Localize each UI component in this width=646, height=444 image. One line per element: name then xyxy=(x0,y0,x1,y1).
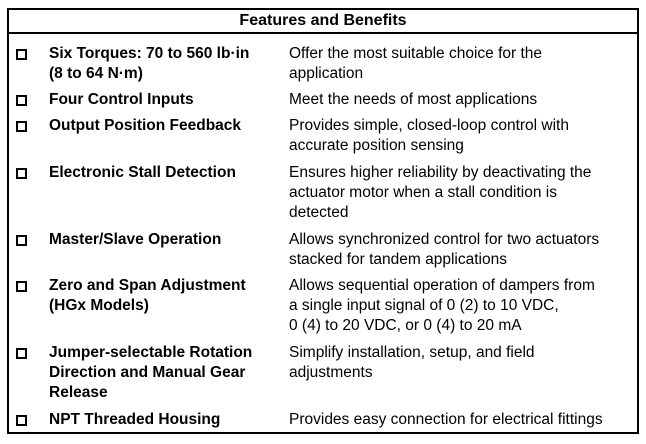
features-benefits-table xyxy=(7,8,639,434)
feature-text: Output Position Feedback xyxy=(49,117,242,134)
checkbox-icon xyxy=(16,415,27,426)
feature-text: NPT Threaded Housing xyxy=(49,411,221,428)
feature-text: Jumper-selectable Rotation Direction and Manual Gear Release xyxy=(49,344,253,401)
benefit-text: Simplify installation, setup, and field adjustments xyxy=(289,344,535,381)
checkbox-icon xyxy=(16,49,27,60)
benefit-text: Allows synchronized control for two actuators stacked for tandem applications xyxy=(289,231,600,268)
checkbox-icon xyxy=(16,168,27,179)
table-title: Features and Benefits xyxy=(9,10,637,34)
checkbox-icon xyxy=(16,121,27,132)
feature-text: Four Control Inputs xyxy=(49,91,194,108)
benefit-text: Provides simple, closed-loop control with accurate position sensing xyxy=(289,117,569,154)
benefit-text: Meet the needs of most applications xyxy=(289,91,538,108)
benefit-text: Offer the most suitable choice for the application xyxy=(289,45,543,82)
feature-text: Master/Slave Operation xyxy=(49,231,222,248)
feature-text: Zero and Span Adjustment (HGx Models) xyxy=(49,277,246,314)
checkbox-icon xyxy=(16,95,27,106)
feature-text: Electronic Stall Detection xyxy=(49,164,236,181)
table-rows xyxy=(9,34,637,432)
checkbox-icon xyxy=(16,348,27,359)
benefit-text: Provides easy connection for electrical fittings xyxy=(289,411,603,428)
benefit-text: Allows sequential operation of dampers from a single input signal of 0 (2) to 10 VDC, 0 (4) to 20 VDC, or 0 (4) to 20 mA xyxy=(289,277,595,334)
feature-text: Six Torques: 70 to 560 lb·in (8 to 64 N·m) xyxy=(49,45,250,82)
benefit-text: Ensures higher reliability by deactivating the actuator motor when a stall condition is detected xyxy=(289,164,592,221)
checkbox-icon xyxy=(16,235,27,246)
checkbox-icon xyxy=(16,281,27,292)
